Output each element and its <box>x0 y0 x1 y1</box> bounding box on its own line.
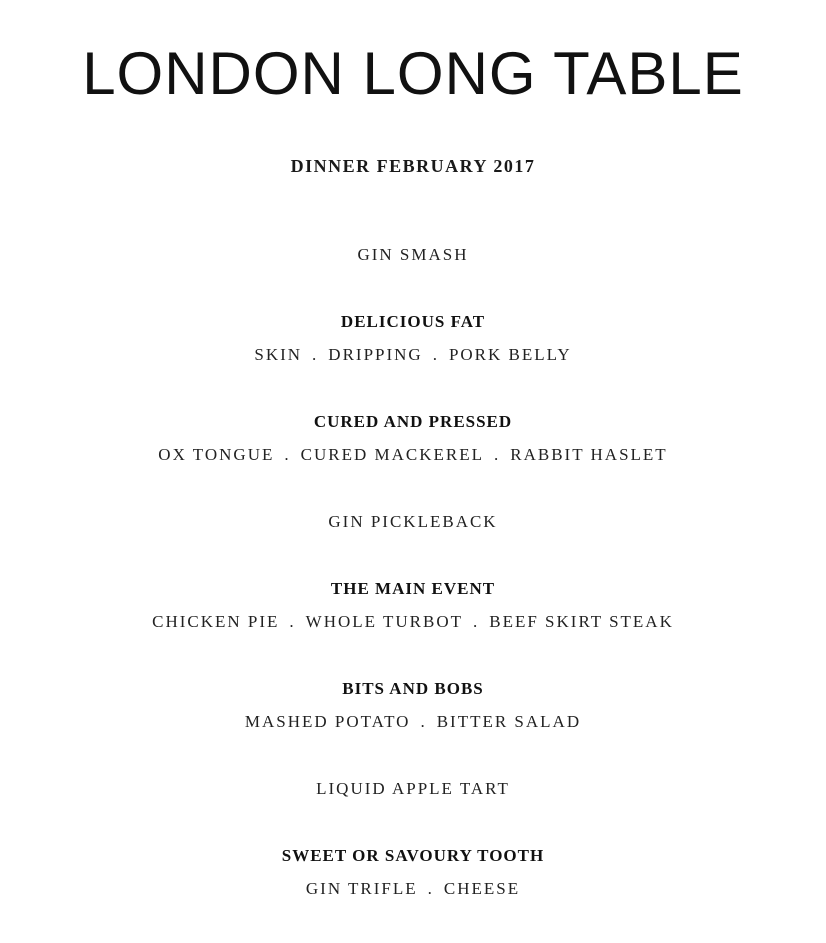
drink-gin-pickleback: GIN PICKLEBACK <box>328 512 498 531</box>
course-items <box>0 610 826 634</box>
separator: . <box>494 445 501 464</box>
menu-item: CHEESE <box>443 879 521 898</box>
menu-item: RABBIT HASLET <box>510 445 668 464</box>
menu-item: WHOLE TURBOT <box>305 612 463 631</box>
course-items <box>0 443 826 467</box>
separator: . <box>284 445 291 464</box>
menu-item: BITTER SALAD <box>436 712 582 731</box>
separator: . <box>420 712 427 731</box>
course-items <box>0 877 826 901</box>
page-title: LONDON LONG TABLE <box>82 40 744 107</box>
menu-item: SKIN <box>254 345 303 364</box>
menu-item: OX TONGUE <box>158 445 275 464</box>
separator: . <box>289 612 296 631</box>
menu-item: CURED MACKEREL <box>300 445 484 464</box>
menu-item: CHICKEN PIE <box>152 612 280 631</box>
separator: . <box>472 612 480 631</box>
separator: . <box>432 345 439 364</box>
course-heading: CURED AND PRESSED <box>313 412 513 431</box>
menu-item: PORK BELLY <box>448 345 572 364</box>
course-items <box>0 710 826 734</box>
course-heading: SWEET OR SAVOURY TOOTH <box>281 846 545 865</box>
menu-item: DRIPPING <box>328 345 423 364</box>
course-heading: THE MAIN EVENT <box>330 579 496 598</box>
separator: . <box>312 345 319 364</box>
menu-item: MASHED POTATO <box>244 712 411 731</box>
drink-gin-smash: GIN SMASH <box>357 245 469 264</box>
separator: . <box>427 879 434 898</box>
course-heading: BITS AND BOBS <box>342 679 484 698</box>
menu-item: BEEF SKIRT STEAK <box>489 612 674 631</box>
drink-liquid-apple-tart: LIQUID APPLE TART <box>316 779 510 798</box>
course-heading: DELICIOUS FAT <box>340 312 486 331</box>
menu-item: GIN TRIFLE <box>305 879 418 898</box>
course-items <box>0 343 826 367</box>
menu-date: DINNER FEBRUARY 2017 <box>290 156 536 176</box>
